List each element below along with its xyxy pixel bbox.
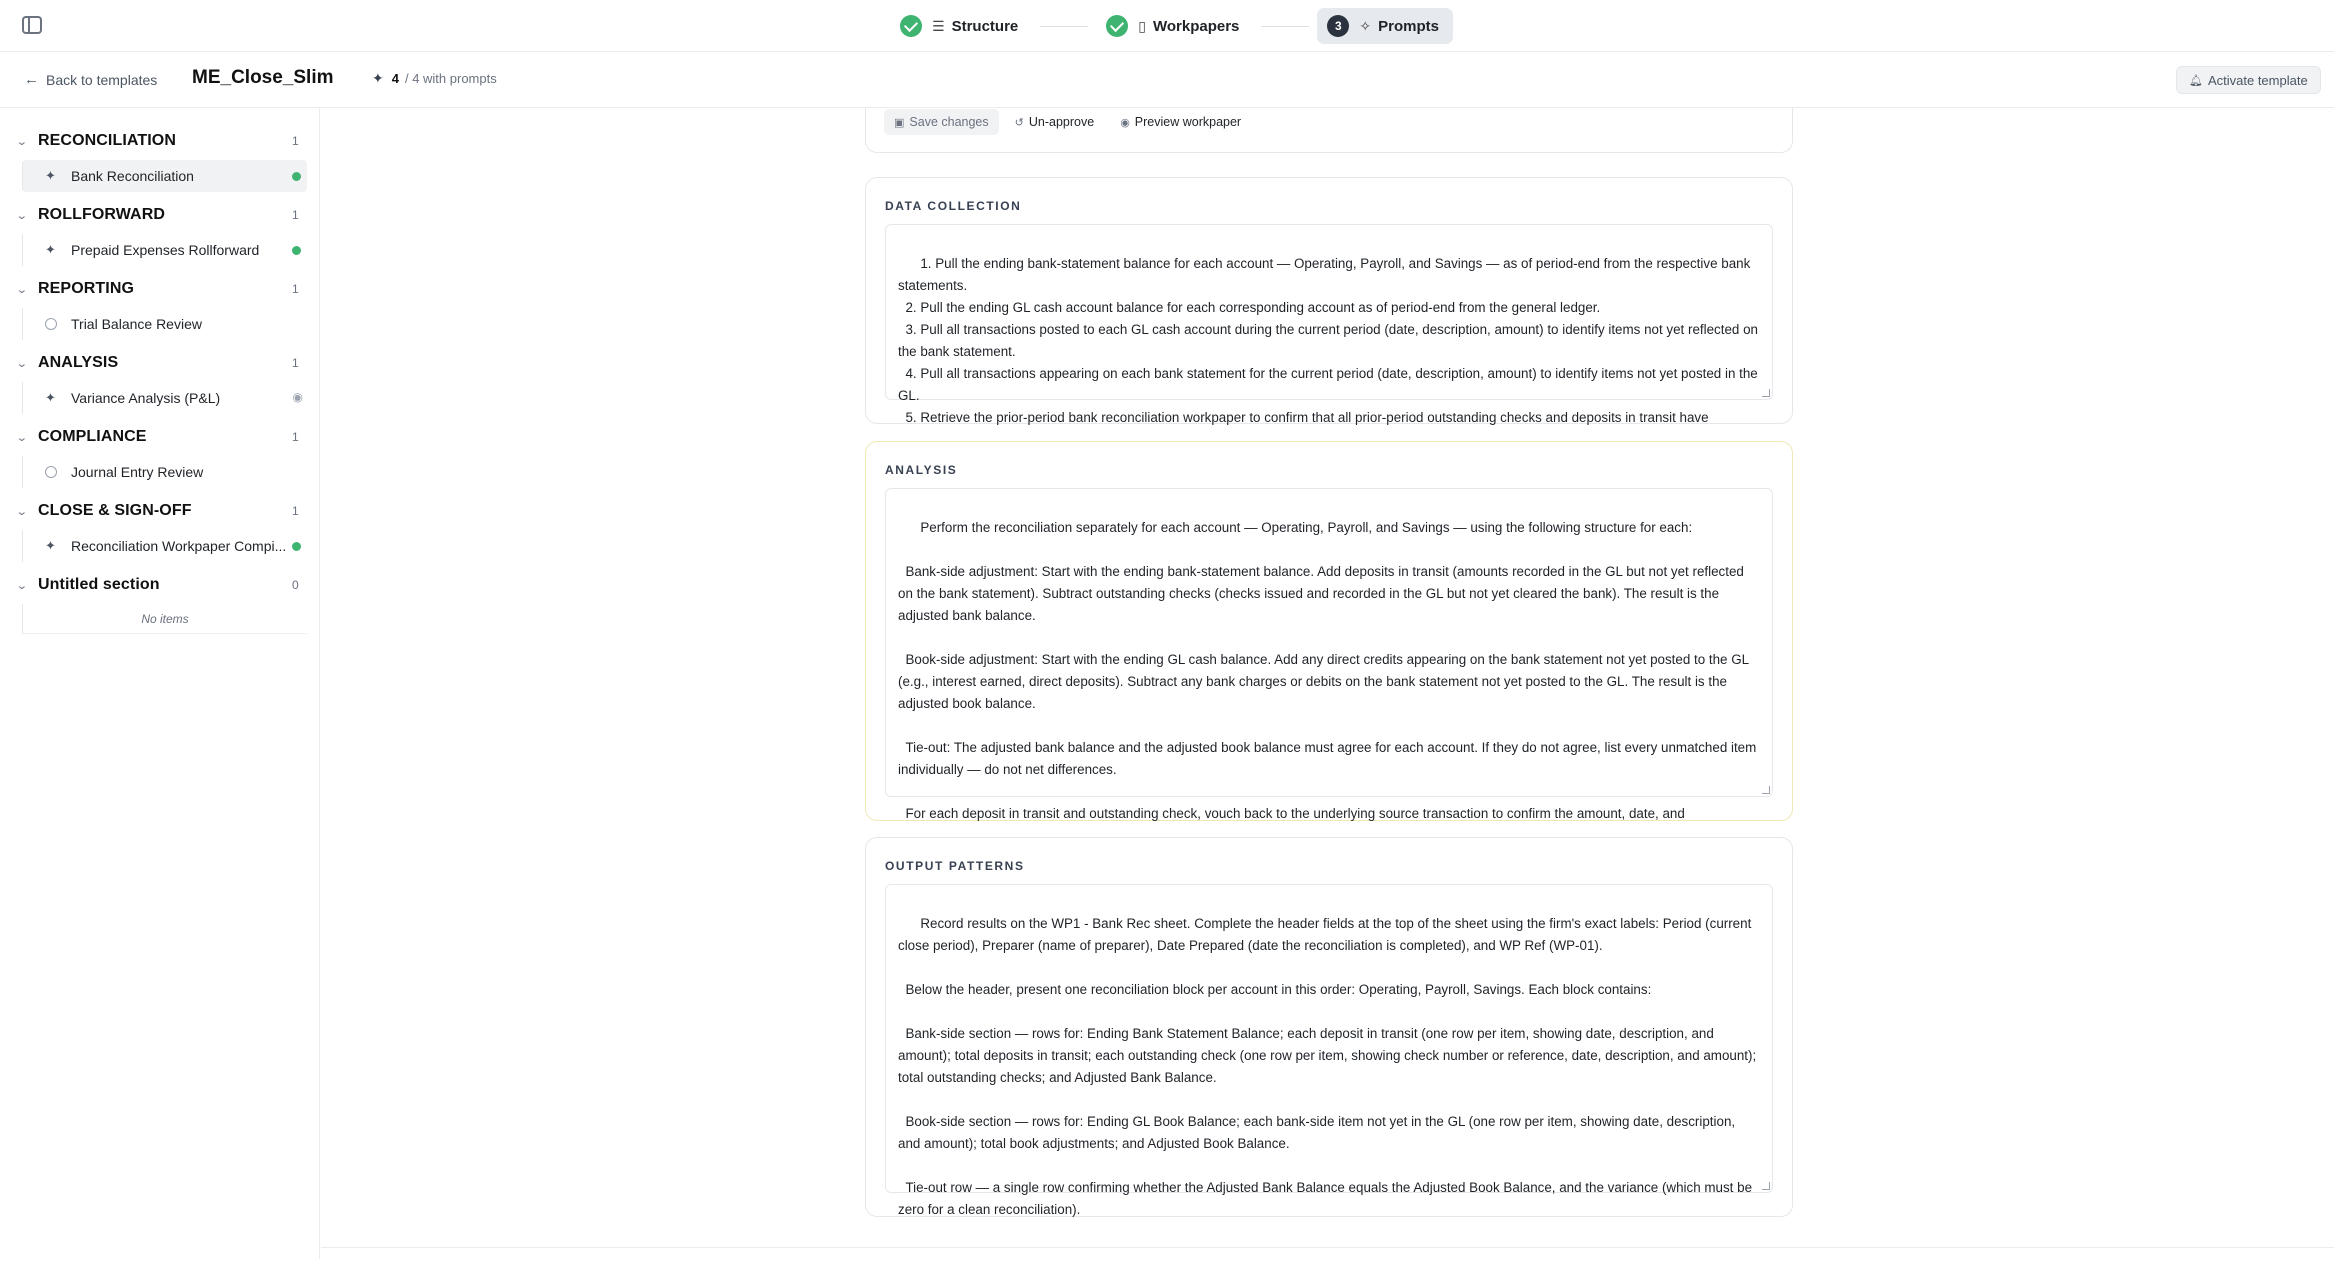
step-label: Structure: [951, 17, 1019, 35]
data-collection-card: [865, 177, 1793, 424]
section-count: 1: [292, 504, 299, 518]
chevron-down-icon[interactable]: ⌄: [15, 135, 28, 148]
section-title: RECONCILIATION: [38, 132, 176, 149]
chevron-down-icon[interactable]: ⌄: [15, 579, 28, 592]
step-workpapers[interactable]: [1096, 8, 1253, 44]
status-complete-dot: [292, 246, 301, 255]
chevron-down-icon[interactable]: ⌄: [15, 357, 28, 370]
chevron-down-icon[interactable]: ⌄: [15, 283, 28, 296]
card-label: DATA COLLECTION: [885, 199, 1022, 213]
card-label: ANALYSIS: [885, 463, 958, 477]
save-icon: ▣: [894, 116, 905, 129]
section-header[interactable]: [0, 570, 319, 600]
item-label: Variance Analysis (P&L): [71, 390, 221, 406]
activate-label: Activate template: [2207, 72, 2308, 88]
section-title: CLOSE & SIGN-OFF: [38, 502, 192, 519]
check-icon: [900, 15, 922, 37]
footer-divider: [321, 1247, 2334, 1248]
item-label: Prepaid Expenses Rollforward: [71, 242, 260, 258]
undo-icon: ↺: [1014, 116, 1024, 129]
section-header[interactable]: [0, 126, 319, 156]
eye-icon: ◉: [1120, 116, 1130, 129]
output-patterns-card: [865, 837, 1793, 1217]
section-close-sign-off: [0, 496, 319, 562]
sparkle-icon: ✧: [1359, 17, 1372, 34]
step-separator: [1261, 26, 1309, 27]
eye-icon: ◉: [292, 390, 303, 404]
wizard-stepper: [890, 8, 1453, 44]
top-bar: [0, 0, 2334, 52]
item-label: Trial Balance Review: [71, 316, 202, 332]
save-label: Save changes: [909, 115, 989, 129]
sparkle-icon: ✦: [372, 70, 384, 86]
sidebar-item-trial-balance-review[interactable]: [22, 308, 307, 340]
sidebar-item-journal-entry-review[interactable]: [22, 456, 307, 488]
section-title: ROLLFORWARD: [38, 206, 166, 223]
sidebar-item-variance-analysis[interactable]: [22, 382, 307, 414]
section-header[interactable]: [0, 200, 319, 230]
section-count: 1: [292, 356, 299, 370]
resize-handle-icon[interactable]: [1762, 389, 1770, 397]
back-label: Back to templates: [46, 71, 158, 88]
check-icon: [1106, 15, 1128, 37]
section-count: 1: [292, 208, 299, 222]
section-header[interactable]: [0, 422, 319, 452]
back-to-templates-link[interactable]: [24, 71, 157, 88]
prompt-count: 4: [391, 71, 399, 86]
template-header: [0, 52, 2334, 108]
data-collection-textarea[interactable]: [885, 224, 1773, 425]
template-title: ME_Close_Slim: [192, 67, 334, 88]
section-count: 1: [292, 430, 299, 444]
section-reconciliation: [0, 126, 319, 192]
sidebar-item-bank-reconciliation[interactable]: [22, 160, 307, 192]
sidebar-toggle-icon[interactable]: [22, 16, 42, 34]
resize-handle-icon[interactable]: [1762, 1182, 1770, 1190]
sidebar-item-prepaid-expenses[interactable]: [22, 234, 307, 266]
save-changes-button[interactable]: [884, 109, 999, 135]
chevron-down-icon[interactable]: ⌄: [15, 505, 28, 518]
activate-template-button[interactable]: [2176, 66, 2321, 94]
document-icon: ▯: [1138, 17, 1146, 34]
card-actions: [884, 108, 1257, 136]
analysis-card: [865, 441, 1793, 821]
preview-label: Preview workpaper: [1134, 115, 1242, 129]
arrow-left-icon: ←: [24, 71, 39, 88]
section-reporting: [0, 274, 319, 340]
preview-workpaper-button[interactable]: [1110, 109, 1251, 135]
un-approve-label: Un-approve: [1028, 115, 1095, 129]
sparkle-icon: ✦: [45, 538, 56, 553]
prompt-editor: [321, 108, 2334, 1248]
section-count: 1: [292, 134, 299, 148]
empty-section-placeholder: No items: [22, 604, 307, 634]
status-complete-dot: [292, 542, 301, 551]
bell-icon: 🔔︎: [2189, 74, 2203, 87]
section-title: REPORTING: [38, 280, 135, 297]
section-analysis: [0, 348, 319, 414]
step-structure[interactable]: [890, 8, 1032, 44]
prompt-count-suffix: / 4 with prompts: [404, 71, 497, 86]
textarea-content: Record results on the WP1 - Bank Rec sheet. Complete the header fields at the top of the sheet using the firm's exact labels: Period (current close period), Preparer (name of preparer), Date Prepared (date the reconciliation is completed), and WP Ref (WP-01). Below the header, present one reconciliation block per account in this order: Operating, Payroll, Savings. Each block contains: Bank-side section — rows for: Ending Bank Statement Balance; each deposit in transit (one row per item, showing date, description, and amount); total deposits in transit; each outstanding check (one row per item, showing check number or reference, date, description, and amount); total outstanding checks; and Adjusted Bank Balance. Book-side section — rows for: Ending GL Book Balance; each bank-side item not yet in the GL (one row per item, showing date, description, and amount); total book adjustments; and Adjusted Book Balance. Tie-out row — a single row confirming whether the Adjusted Bank Balance equals the Adjusted Book Balance, and the variance (which must be zero for a clean reconciliation).: [898, 916, 1757, 1217]
step-separator: [1040, 26, 1088, 27]
section-header[interactable]: [0, 348, 319, 378]
analysis-textarea[interactable]: [885, 488, 1773, 821]
sparkle-icon: ✦: [45, 242, 56, 257]
person-icon: [45, 466, 57, 478]
section-header[interactable]: [0, 274, 319, 304]
section-count: 1: [292, 282, 299, 296]
item-label: Bank Reconciliation: [71, 168, 194, 184]
item-label: Journal Entry Review: [71, 464, 204, 480]
card-label: OUTPUT PATTERNS: [885, 859, 1025, 873]
section-title: ANALYSIS: [38, 354, 119, 371]
sections-sidebar: [0, 108, 320, 1259]
sparkle-icon: ✦: [45, 390, 56, 405]
section-count: 0: [292, 578, 299, 592]
sparkle-icon: ✦: [45, 168, 56, 183]
chevron-down-icon[interactable]: ⌄: [15, 431, 28, 444]
step-number-badge: 3: [1327, 15, 1349, 37]
section-title: COMPLIANCE: [38, 428, 147, 445]
textarea-content: 1. Pull the ending bank-statement balance for each account — Operating, Payroll, and Savings — as of period-end from the respective bank statements. 2. Pull the ending GL cash account balance for each corresponding account as of period-end from the general ledger. 3. Pull all transactions posted to each GL cash account during the current period (date, description, amount) to identify items not yet reflected on the bank statement. 4. Pull all transactions appearing on each bank statement for the current period (date, description, amount) to identify items not yet posted in the GL. 5. Retrieve the prior-period bank reconciliation workpaper to confirm that all prior-period outstanding checks and deposits in transit have: [898, 256, 1758, 425]
resize-handle-icon[interactable]: [1762, 786, 1770, 794]
step-label: Prompts: [1378, 17, 1439, 35]
output-patterns-textarea[interactable]: [885, 884, 1773, 1217]
section-compliance: [0, 422, 319, 488]
step-prompts[interactable]: [1317, 8, 1453, 44]
section-rollforward: [0, 200, 319, 266]
status-complete-dot: [292, 172, 301, 181]
un-approve-button[interactable]: [1005, 109, 1105, 135]
section-header[interactable]: [0, 496, 319, 526]
sidebar-item-reconciliation-workpaper[interactable]: [22, 530, 307, 562]
person-icon: [45, 318, 57, 330]
list-icon: ☰: [932, 17, 945, 34]
textarea-content: Perform the reconciliation separately for each account — Operating, Payroll, and Savings — using the following structure for each: Bank-side adjustment: Start with the ending bank-statement balance. Add deposits in transit (amounts recorded in the GL but not yet reflected on the bank statement). Subtract outstanding checks (checks issued and recorded in the GL but not yet cleared the bank). The result is the adjusted bank balance. Book-side adjustment: Start with the ending GL cash balance. Add any direct credits appearing on the bank statement not yet posted to the GL (e.g., interest earned, direct deposits). Subtract any bank charges or debits on the bank statement not yet posted to the GL. The result is the adjusted book balance. Tie-out: The adjusted bank balance and the adjusted book balance must agree for each account. If they do not agree, list every unmatched item individually — do not net differences. For each deposit in transit and outstanding check, vouch back to the underlying source transaction to confirm the amount, date, and: [898, 520, 1757, 821]
section-untitled: [0, 570, 319, 634]
card-toolbar: [865, 108, 1793, 153]
prompt-count-badge: [372, 70, 497, 87]
section-title: Untitled section: [38, 576, 160, 593]
item-label: Reconciliation Workpaper Compi...: [71, 538, 287, 554]
chevron-down-icon[interactable]: ⌄: [15, 209, 28, 222]
step-label: Workpapers: [1152, 17, 1240, 35]
